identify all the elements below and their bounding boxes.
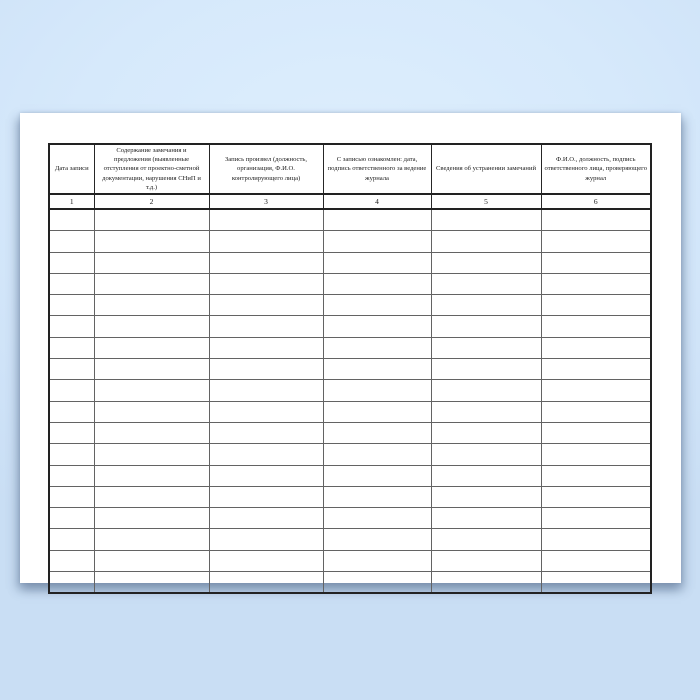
table-cell bbox=[541, 422, 651, 443]
table-cell bbox=[94, 231, 209, 252]
table-cell bbox=[323, 252, 431, 273]
table-cell bbox=[94, 380, 209, 401]
table-cell bbox=[209, 359, 323, 380]
table-row bbox=[49, 572, 651, 594]
table-cell bbox=[94, 529, 209, 550]
table-row bbox=[49, 337, 651, 358]
table-cell bbox=[323, 572, 431, 594]
table-row bbox=[49, 273, 651, 294]
column-header: С записью ознакомлен: дата, подпись ответственного за ведение журнала bbox=[323, 144, 431, 194]
table-cell bbox=[431, 572, 541, 594]
table-cell bbox=[94, 572, 209, 594]
document-page bbox=[20, 113, 681, 583]
table-cell bbox=[94, 337, 209, 358]
column-number: 6 bbox=[541, 194, 651, 209]
table-cell bbox=[49, 295, 94, 316]
table-cell bbox=[431, 316, 541, 337]
table-cell bbox=[94, 465, 209, 486]
table-cell bbox=[209, 295, 323, 316]
table-cell bbox=[323, 337, 431, 358]
table-cell bbox=[94, 273, 209, 294]
table-cell bbox=[209, 252, 323, 273]
table-cell bbox=[49, 508, 94, 529]
table-cell bbox=[49, 231, 94, 252]
table-cell bbox=[49, 444, 94, 465]
table-cell bbox=[49, 209, 94, 231]
table-row bbox=[49, 444, 651, 465]
table-cell bbox=[94, 401, 209, 422]
table-cell bbox=[49, 529, 94, 550]
table-cell bbox=[209, 550, 323, 571]
table-cell bbox=[431, 359, 541, 380]
table-cell bbox=[431, 422, 541, 443]
journal-table bbox=[48, 143, 652, 594]
table-cell bbox=[94, 252, 209, 273]
table-cell bbox=[209, 486, 323, 507]
table-cell bbox=[323, 231, 431, 252]
table-cell bbox=[541, 273, 651, 294]
table-cell bbox=[209, 572, 323, 594]
table-row bbox=[49, 252, 651, 273]
table-cell bbox=[94, 295, 209, 316]
table-cell bbox=[431, 380, 541, 401]
table-cell bbox=[541, 529, 651, 550]
table-cell bbox=[49, 550, 94, 571]
table-cell bbox=[541, 401, 651, 422]
table-cell bbox=[49, 401, 94, 422]
table-cell bbox=[323, 359, 431, 380]
table-cell bbox=[323, 273, 431, 294]
table-row bbox=[49, 295, 651, 316]
table-cell bbox=[431, 550, 541, 571]
table-cell bbox=[49, 486, 94, 507]
table-cell bbox=[431, 337, 541, 358]
table-cell bbox=[541, 465, 651, 486]
table-cell bbox=[49, 422, 94, 443]
column-number: 2 bbox=[94, 194, 209, 209]
table-cell bbox=[323, 529, 431, 550]
table-row bbox=[49, 359, 651, 380]
table-cell bbox=[323, 209, 431, 231]
table-cell bbox=[431, 529, 541, 550]
header-row bbox=[49, 144, 651, 194]
table-cell bbox=[209, 508, 323, 529]
table-cell bbox=[541, 295, 651, 316]
table-cell bbox=[541, 444, 651, 465]
table-cell bbox=[323, 550, 431, 571]
table-cell bbox=[49, 252, 94, 273]
column-header: Ф.И.О., должность, подпись ответственного лица, проверяющего журнал bbox=[541, 144, 651, 194]
table-cell bbox=[94, 444, 209, 465]
table-cell bbox=[49, 572, 94, 594]
table-cell bbox=[323, 465, 431, 486]
table-row bbox=[49, 508, 651, 529]
table-cell bbox=[431, 465, 541, 486]
table-cell bbox=[94, 359, 209, 380]
table-cell bbox=[431, 209, 541, 231]
table-cell bbox=[431, 401, 541, 422]
table-cell bbox=[541, 316, 651, 337]
table-cell bbox=[94, 316, 209, 337]
table-cell bbox=[209, 231, 323, 252]
table-cell bbox=[431, 508, 541, 529]
table-cell bbox=[209, 209, 323, 231]
table-row bbox=[49, 401, 651, 422]
table-row bbox=[49, 231, 651, 252]
table-cell bbox=[323, 422, 431, 443]
table-body bbox=[49, 209, 651, 593]
table-row bbox=[49, 529, 651, 550]
column-number: 4 bbox=[323, 194, 431, 209]
column-header: Содержание замечания и предложения (выявленные отступления от проектно-сметной документации, нарушения СНиП и т.д.) bbox=[94, 144, 209, 194]
column-header: Дата записи bbox=[49, 144, 94, 194]
table-cell bbox=[323, 401, 431, 422]
table-row bbox=[49, 550, 651, 571]
table-cell bbox=[431, 444, 541, 465]
table-cell bbox=[541, 337, 651, 358]
table-cell bbox=[49, 465, 94, 486]
table-cell bbox=[94, 486, 209, 507]
table-cell bbox=[49, 337, 94, 358]
table-cell bbox=[431, 486, 541, 507]
column-number-row bbox=[49, 194, 651, 209]
table-row bbox=[49, 380, 651, 401]
table-cell bbox=[431, 295, 541, 316]
table-cell bbox=[209, 444, 323, 465]
table-cell bbox=[541, 486, 651, 507]
table-cell bbox=[209, 529, 323, 550]
column-number: 5 bbox=[431, 194, 541, 209]
column-header: Запись произвел (должность, организация, Ф.И.О. контролирующего лица) bbox=[209, 144, 323, 194]
table-cell bbox=[94, 508, 209, 529]
table-cell bbox=[323, 380, 431, 401]
table-row bbox=[49, 209, 651, 231]
table-cell bbox=[541, 231, 651, 252]
table-row bbox=[49, 465, 651, 486]
column-number: 1 bbox=[49, 194, 94, 209]
table-cell bbox=[209, 337, 323, 358]
table-cell bbox=[209, 316, 323, 337]
table-cell bbox=[49, 359, 94, 380]
table-cell bbox=[209, 380, 323, 401]
table-cell bbox=[209, 273, 323, 294]
table-cell bbox=[209, 465, 323, 486]
table-cell bbox=[323, 295, 431, 316]
table-cell bbox=[94, 422, 209, 443]
table-cell bbox=[94, 209, 209, 231]
table-cell bbox=[541, 252, 651, 273]
table-cell bbox=[323, 316, 431, 337]
table-cell bbox=[323, 508, 431, 529]
table-cell bbox=[541, 359, 651, 380]
table-cell bbox=[431, 231, 541, 252]
table-cell bbox=[49, 380, 94, 401]
table-cell bbox=[541, 508, 651, 529]
column-number: 3 bbox=[209, 194, 323, 209]
table-cell bbox=[541, 209, 651, 231]
table-cell bbox=[541, 572, 651, 594]
table-cell bbox=[49, 316, 94, 337]
table-row bbox=[49, 486, 651, 507]
column-header: Сведения об устранении замечаний bbox=[431, 144, 541, 194]
table-cell bbox=[209, 401, 323, 422]
table-cell bbox=[541, 380, 651, 401]
table-cell bbox=[94, 550, 209, 571]
table-row bbox=[49, 422, 651, 443]
table-row bbox=[49, 316, 651, 337]
table-cell bbox=[541, 550, 651, 571]
table-cell bbox=[49, 273, 94, 294]
table-cell bbox=[431, 252, 541, 273]
table-cell bbox=[323, 444, 431, 465]
table-cell bbox=[323, 486, 431, 507]
table-cell bbox=[209, 422, 323, 443]
table-cell bbox=[431, 273, 541, 294]
